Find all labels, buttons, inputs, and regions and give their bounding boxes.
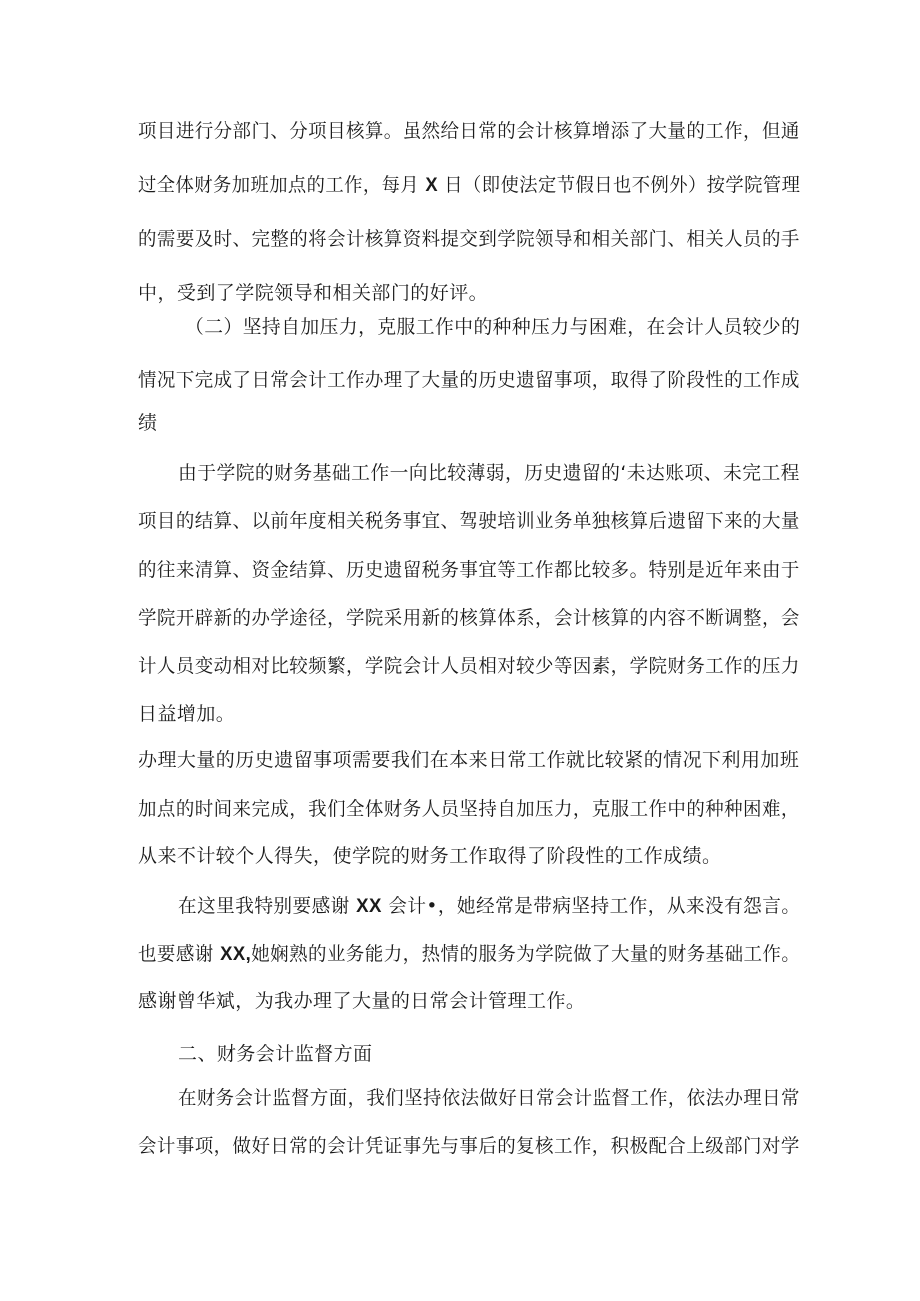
text-line xyxy=(138,557,800,583)
text-line xyxy=(138,280,488,306)
text-segment: 由于学院的财务基础工作一向比较薄弱，历史遗留的‘未达账项、未完工程 xyxy=(178,462,800,484)
text-line xyxy=(138,226,800,252)
text-line xyxy=(138,941,800,968)
text-segment: 的需要及时、完整的将会计核算资料提交到学院领导和相关部门、相关人员的手 xyxy=(138,228,800,250)
text-segment: 中，受到了学院领导和相关部门的好评。 xyxy=(138,282,489,304)
text-segment: 办理大量的历史遗留事项需要我们在本来日常工作就比较紧的情况下利用加班 xyxy=(138,749,800,771)
text-segment-bold: X xyxy=(425,175,439,196)
text-line xyxy=(138,605,800,631)
text-segment: 日益增加。 xyxy=(138,703,236,725)
text-segment: 在财务会计监督方面，我们坚持依法做好日常会计监督工作，依法办理日常 xyxy=(178,1087,800,1109)
text-line xyxy=(138,118,800,144)
text-segment: 感谢曾华斌，为我办理了大量的日常会计管理工作。 xyxy=(138,990,586,1012)
text-segment: 会计•，她经常是带病坚持工作，从来没有怨言。 xyxy=(381,895,801,917)
text-line xyxy=(138,796,800,822)
text-line xyxy=(138,367,800,393)
text-line xyxy=(178,893,800,920)
text-segment: 计人员变动相对比较频繁，学院会计人员相对较少等因素，学院财务工作的压力 xyxy=(138,655,800,677)
text-segment: 她娴熟的业务能力，热情的服务为学院做了大量的财务基础工作。 xyxy=(251,943,801,965)
text-line xyxy=(138,172,800,199)
text-segment: （二）坚持自加压力，克服工作中的种种压力与困难，在会计人员较少的 xyxy=(185,316,801,338)
text-segment: 会计事项，做好日常的会计凭证事先与事后的复核工作，积极配合上级部门对学 xyxy=(138,1135,800,1157)
text-segment: 项目进行分部门、分项目核算。虽然给日常的会计核算增添了大量的工作，但通 xyxy=(138,120,800,142)
text-segment-bold: XX, xyxy=(220,944,252,965)
text-line xyxy=(138,988,585,1014)
text-segment: 日（即使法定节假日也不例外）按学院管理 xyxy=(438,174,801,196)
text-segment: 二、财务会计监督方面 xyxy=(178,1043,373,1065)
text-segment: 项目的结算、以前年度相关税务事宜、驾驶培训业务单独核算后遗留下来的大量 xyxy=(138,510,800,532)
text-line xyxy=(138,701,235,727)
text-segment-bold: XX xyxy=(356,896,382,917)
text-segment: 绩 xyxy=(138,412,158,434)
text-segment: 情况下完成了日常会计工作办理了大量的历史遗留事项，取得了阶段性的工作成 xyxy=(138,369,800,391)
text-line xyxy=(138,410,157,436)
text-line xyxy=(138,653,800,679)
text-segment: 加点的时间来完成，我们全体财务人员坚持自加压力，克服工作中的种种困难， xyxy=(138,798,800,820)
text-segment: 的往来清算、资金结算、历史遗留税务事宜等工作都比较多。特别是近年来由于 xyxy=(138,559,800,581)
text-line xyxy=(138,508,800,534)
text-line xyxy=(178,1041,373,1067)
text-line xyxy=(178,460,800,486)
text-line xyxy=(138,747,799,773)
text-line xyxy=(185,314,800,340)
text-segment: 从来不计较个人得失，使学院的财务工作取得了阶段性的工作成绩。 xyxy=(138,845,722,867)
text-line xyxy=(138,843,722,869)
text-segment: 也要感谢 xyxy=(138,943,221,965)
text-segment: 学院开辟新的办学途径，学院采用新的核算体系，会计核算的内容不断调整，会 xyxy=(138,607,800,629)
text-segment: 过全体财务加班加点的工作，每月 xyxy=(138,174,426,196)
text-segment: 在这里我特别要感谢 xyxy=(178,895,357,917)
text-line xyxy=(138,1133,800,1159)
text-line xyxy=(178,1085,800,1111)
